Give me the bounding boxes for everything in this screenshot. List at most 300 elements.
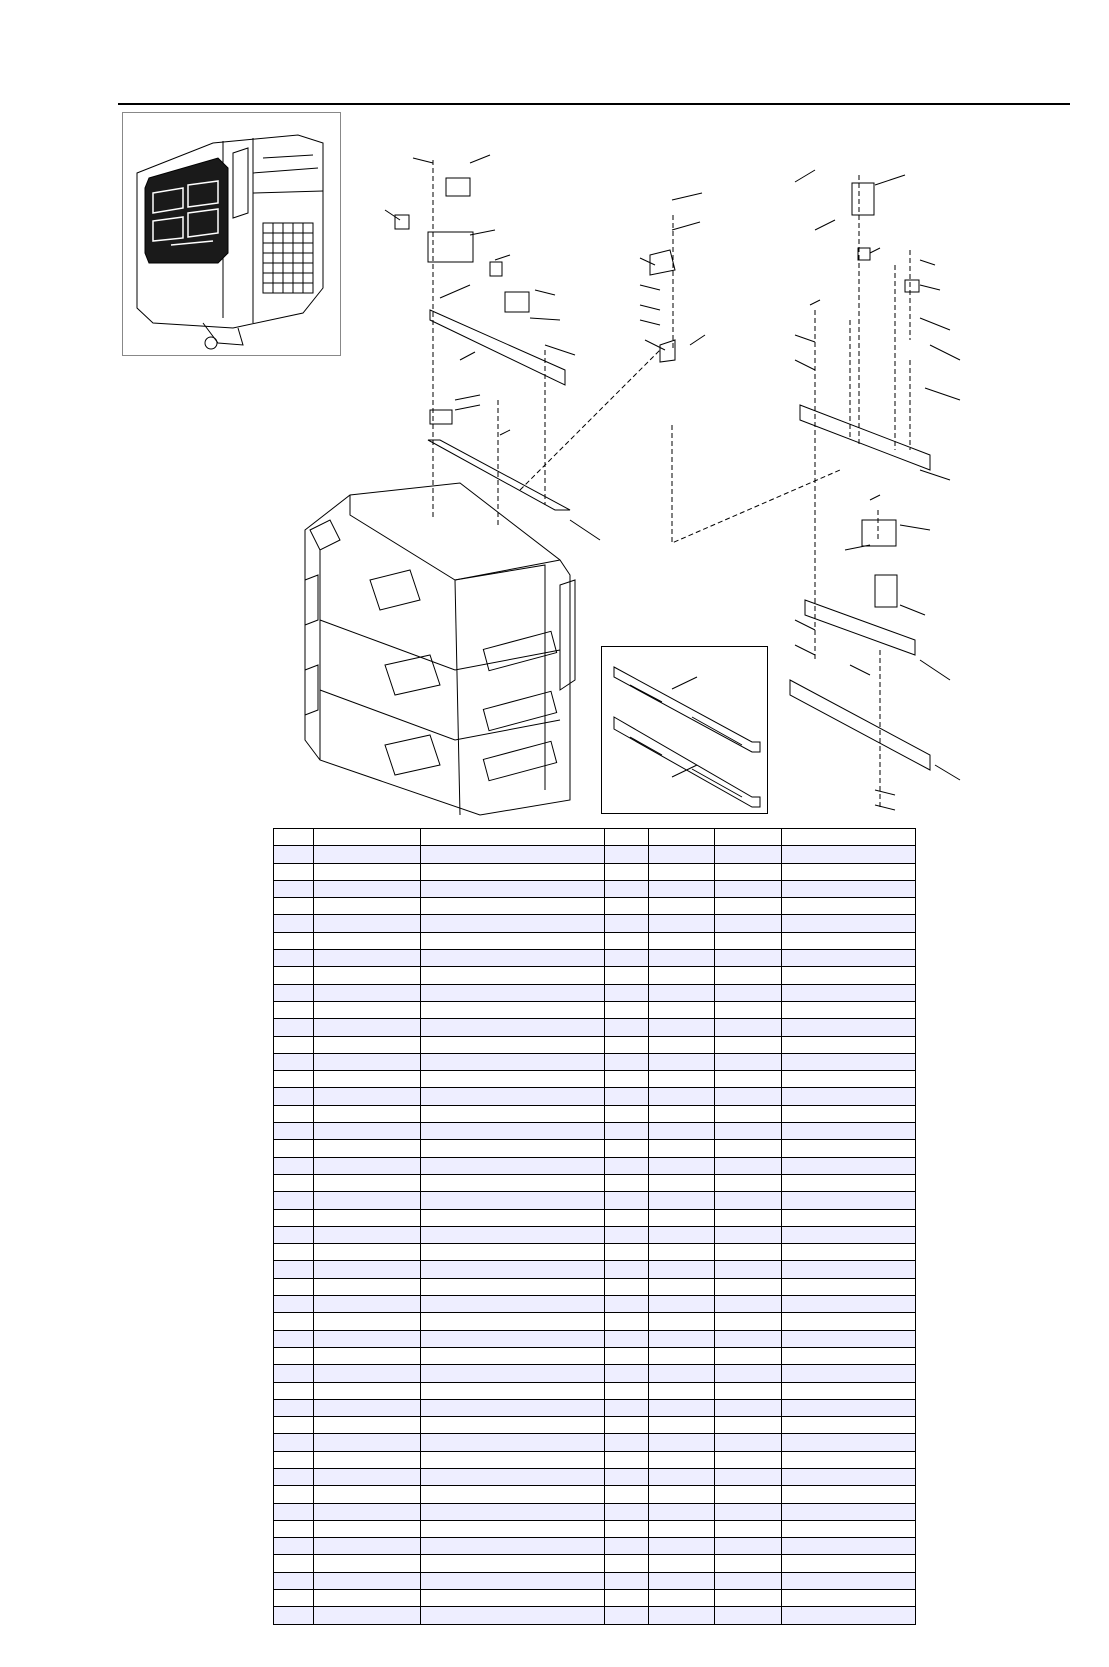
table-row (274, 1417, 916, 1434)
table-cell (649, 898, 715, 915)
table-cell (314, 1468, 421, 1485)
table-cell (715, 1296, 782, 1313)
table-cell (715, 915, 782, 932)
table-cell (421, 1313, 605, 1330)
table-cell (274, 1123, 314, 1140)
table-cell (274, 1157, 314, 1174)
table-cell (605, 984, 649, 1001)
table-cell (314, 1226, 421, 1243)
table-cell (649, 829, 715, 846)
table-cell (782, 1088, 916, 1105)
table-cell (314, 1365, 421, 1382)
table-row (274, 1607, 916, 1624)
table-cell (715, 1036, 782, 1053)
table-row (274, 1105, 916, 1122)
table-cell (715, 1607, 782, 1624)
table-cell (605, 1417, 649, 1434)
table-cell (649, 1451, 715, 1468)
table-cell (715, 1417, 782, 1434)
table-row (274, 1486, 916, 1503)
table-cell (421, 880, 605, 897)
table-cell (421, 1417, 605, 1434)
table-cell (314, 1520, 421, 1537)
table-cell (605, 1365, 649, 1382)
table-row (274, 1365, 916, 1382)
table-cell (605, 1209, 649, 1226)
table-cell (421, 1399, 605, 1416)
table-row (274, 1347, 916, 1364)
table-cell (421, 1538, 605, 1555)
table-cell (649, 984, 715, 1001)
table-row (274, 1451, 916, 1468)
table-cell (314, 1417, 421, 1434)
table-cell (715, 829, 782, 846)
table-cell (605, 1174, 649, 1191)
table-cell (649, 863, 715, 880)
table-cell (715, 1001, 782, 1018)
table-row (274, 1278, 916, 1295)
table-cell (274, 1399, 314, 1416)
table-row (274, 1503, 916, 1520)
table-cell (314, 1347, 421, 1364)
table-cell (605, 898, 649, 915)
table-cell (605, 1278, 649, 1295)
table-cell (605, 1001, 649, 1018)
table-cell (421, 1503, 605, 1520)
table-cell (649, 880, 715, 897)
table-cell (715, 1520, 782, 1537)
table-cell (649, 967, 715, 984)
table-cell (421, 1572, 605, 1589)
table-cell (314, 1296, 421, 1313)
table-cell (715, 1330, 782, 1347)
table-cell (314, 898, 421, 915)
table-cell (605, 1555, 649, 1572)
table-cell (421, 1468, 605, 1485)
table-cell (782, 1434, 916, 1451)
table-cell (274, 1538, 314, 1555)
table-cell (782, 1572, 916, 1589)
table-cell (421, 1036, 605, 1053)
table-cell (421, 1140, 605, 1157)
table-cell (314, 1088, 421, 1105)
table-cell (421, 1451, 605, 1468)
table-cell (605, 1192, 649, 1209)
table-cell (782, 1590, 916, 1607)
table-cell (314, 915, 421, 932)
table-cell (649, 1244, 715, 1261)
table-cell (605, 880, 649, 897)
table-row (274, 1313, 916, 1330)
table-cell (421, 1019, 605, 1036)
table-cell (649, 1036, 715, 1053)
table-cell (421, 1330, 605, 1347)
table-cell (649, 1313, 715, 1330)
table-cell (274, 1209, 314, 1226)
table-cell (715, 1261, 782, 1278)
table-cell (649, 1607, 715, 1624)
table-cell (421, 1278, 605, 1295)
table-cell (649, 1538, 715, 1555)
table-cell (274, 1140, 314, 1157)
table-cell (715, 984, 782, 1001)
table-row (274, 1244, 916, 1261)
table-cell (421, 1053, 605, 1070)
table-cell (715, 967, 782, 984)
table-cell (605, 1088, 649, 1105)
table-cell (715, 1019, 782, 1036)
table-cell (782, 1417, 916, 1434)
table-row (274, 1071, 916, 1088)
table-cell (421, 1157, 605, 1174)
table-row (274, 880, 916, 897)
table-cell (274, 1192, 314, 1209)
table-cell (314, 1278, 421, 1295)
table-cell (605, 967, 649, 984)
table-cell (782, 1278, 916, 1295)
table-cell (715, 1572, 782, 1589)
table-row (274, 1226, 916, 1243)
table-cell (605, 1140, 649, 1157)
table-cell (782, 1209, 916, 1226)
table-cell (782, 1399, 916, 1416)
table-cell (649, 1019, 715, 1036)
table-cell (715, 1451, 782, 1468)
table-row (274, 1001, 916, 1018)
table-cell (782, 1001, 916, 1018)
table-cell (314, 1555, 421, 1572)
table-cell (274, 1226, 314, 1243)
table-cell (782, 863, 916, 880)
table-cell (605, 932, 649, 949)
table-row (274, 1330, 916, 1347)
table-cell (314, 1157, 421, 1174)
table-cell (274, 1053, 314, 1070)
table-cell (421, 829, 605, 846)
table-cell (715, 1071, 782, 1088)
table-cell (782, 1226, 916, 1243)
table-row (274, 863, 916, 880)
table-cell (421, 1296, 605, 1313)
table-cell (715, 898, 782, 915)
table-cell (649, 1365, 715, 1382)
table-cell (715, 1123, 782, 1140)
table-cell (782, 1451, 916, 1468)
table-cell (782, 1036, 916, 1053)
table-cell (605, 1071, 649, 1088)
table-cell (782, 1244, 916, 1261)
table-row (274, 932, 916, 949)
table-cell (314, 829, 421, 846)
table-cell (605, 1053, 649, 1070)
table-cell (782, 829, 916, 846)
table-cell (274, 1244, 314, 1261)
table-cell (314, 1382, 421, 1399)
table-cell (421, 967, 605, 984)
table-cell (715, 1278, 782, 1295)
table-cell (314, 1140, 421, 1157)
table-cell (314, 1503, 421, 1520)
table-cell (715, 932, 782, 949)
table-cell (782, 1607, 916, 1624)
table-row (274, 1399, 916, 1416)
table-cell (421, 1123, 605, 1140)
table-cell (314, 1261, 421, 1278)
table-cell (649, 1347, 715, 1364)
table-cell (314, 1105, 421, 1122)
table-cell (314, 932, 421, 949)
table-cell (649, 1192, 715, 1209)
table-cell (274, 1001, 314, 1018)
table-cell (274, 1088, 314, 1105)
table-cell (649, 1001, 715, 1018)
table-cell (421, 1607, 605, 1624)
table-row (274, 1538, 916, 1555)
table-row (274, 1572, 916, 1589)
table-cell (274, 829, 314, 846)
table-row (274, 1053, 916, 1070)
table-cell (605, 1503, 649, 1520)
table-cell (782, 898, 916, 915)
table-cell (605, 950, 649, 967)
table-cell (782, 1019, 916, 1036)
table-cell (649, 1399, 715, 1416)
table-row (274, 1088, 916, 1105)
table-row (274, 1174, 916, 1191)
table-cell (605, 1330, 649, 1347)
table-cell (649, 1572, 715, 1589)
table-cell (715, 880, 782, 897)
table-row (274, 1036, 916, 1053)
table-cell (605, 1399, 649, 1416)
table-cell (274, 1503, 314, 1520)
table-cell (715, 1555, 782, 1572)
table-cell (605, 1520, 649, 1537)
table-row (274, 1520, 916, 1537)
table-cell (649, 1071, 715, 1088)
table-cell (274, 932, 314, 949)
table-cell (782, 1330, 916, 1347)
table-cell (782, 1174, 916, 1191)
rail-detail-inset (601, 646, 768, 814)
table-cell (649, 950, 715, 967)
table-row (274, 1590, 916, 1607)
table-cell (715, 1538, 782, 1555)
table-cell (421, 1382, 605, 1399)
exploded-assembly-diagram (0, 0, 1109, 830)
table-cell (421, 1226, 605, 1243)
table-cell (274, 1382, 314, 1399)
table-cell (782, 1261, 916, 1278)
table-cell (314, 880, 421, 897)
table-cell (715, 1088, 782, 1105)
table-cell (782, 984, 916, 1001)
table-cell (274, 1572, 314, 1589)
table-cell (421, 1001, 605, 1018)
table-row (274, 1296, 916, 1313)
table-cell (274, 1347, 314, 1364)
table-cell (649, 1140, 715, 1157)
table-cell (421, 915, 605, 932)
table-cell (421, 932, 605, 949)
table-cell (649, 846, 715, 863)
table-cell (649, 915, 715, 932)
table-cell (782, 967, 916, 984)
table-row (274, 846, 916, 863)
table-cell (605, 1019, 649, 1036)
table-cell (649, 1157, 715, 1174)
table-cell (649, 1590, 715, 1607)
table-row (274, 1019, 916, 1036)
table-row (274, 967, 916, 984)
table-cell (314, 1071, 421, 1088)
table-cell (274, 863, 314, 880)
table-cell (274, 1296, 314, 1313)
table-row (274, 829, 916, 846)
table-cell (605, 1244, 649, 1261)
table-cell (314, 950, 421, 967)
table-cell (649, 1417, 715, 1434)
table-cell (782, 1486, 916, 1503)
table-cell (782, 1123, 916, 1140)
table-cell (605, 1157, 649, 1174)
table-cell (715, 1486, 782, 1503)
table-cell (715, 1313, 782, 1330)
table-row (274, 1157, 916, 1174)
table-cell (421, 898, 605, 915)
table-cell (782, 880, 916, 897)
table-cell (314, 1192, 421, 1209)
table-cell (649, 1261, 715, 1278)
table-cell (274, 1278, 314, 1295)
table-cell (605, 1296, 649, 1313)
table-cell (782, 1296, 916, 1313)
table-row (274, 1123, 916, 1140)
table-cell (274, 1607, 314, 1624)
table-cell (649, 1434, 715, 1451)
table-cell (782, 846, 916, 863)
table-cell (605, 1486, 649, 1503)
table-cell (421, 1105, 605, 1122)
table-cell (421, 1088, 605, 1105)
table-row (274, 1192, 916, 1209)
table-cell (274, 1019, 314, 1036)
table-cell (605, 1468, 649, 1485)
table-cell (605, 1451, 649, 1468)
table-cell (715, 846, 782, 863)
table-cell (605, 1036, 649, 1053)
table-cell (782, 1105, 916, 1122)
table-cell (782, 1157, 916, 1174)
table-cell (649, 1209, 715, 1226)
table-cell (605, 1382, 649, 1399)
table-cell (782, 1468, 916, 1485)
table-cell (605, 1123, 649, 1140)
table-cell (421, 1520, 605, 1537)
table-cell (314, 1123, 421, 1140)
table-cell (782, 1071, 916, 1088)
table-cell (649, 1330, 715, 1347)
table-cell (314, 1451, 421, 1468)
table-cell (782, 1538, 916, 1555)
table-cell (314, 1486, 421, 1503)
table-cell (649, 1226, 715, 1243)
table-cell (782, 1503, 916, 1520)
table-cell (605, 846, 649, 863)
table-cell (782, 915, 916, 932)
table-row (274, 1209, 916, 1226)
table-cell (421, 984, 605, 1001)
table-cell (314, 967, 421, 984)
table-cell (715, 1468, 782, 1485)
table-cell (274, 1555, 314, 1572)
table-cell (274, 915, 314, 932)
table-cell (421, 1209, 605, 1226)
table-cell (314, 1330, 421, 1347)
table-cell (314, 984, 421, 1001)
table-cell (314, 1434, 421, 1451)
table-cell (782, 932, 916, 949)
table-cell (605, 1434, 649, 1451)
table-cell (715, 863, 782, 880)
table-cell (715, 1209, 782, 1226)
table-cell (649, 932, 715, 949)
table-cell (715, 950, 782, 967)
table-cell (274, 1486, 314, 1503)
table-cell (782, 1555, 916, 1572)
table-cell (715, 1347, 782, 1364)
table-cell (421, 1555, 605, 1572)
table-cell (605, 1607, 649, 1624)
table-cell (274, 846, 314, 863)
table-cell (782, 1192, 916, 1209)
table-cell (274, 1417, 314, 1434)
table-cell (605, 1313, 649, 1330)
table-cell (715, 1399, 782, 1416)
table-cell (314, 1538, 421, 1555)
table-cell (274, 950, 314, 967)
table-cell (314, 1607, 421, 1624)
table-cell (274, 1520, 314, 1537)
table-cell (605, 1226, 649, 1243)
table-cell (274, 1468, 314, 1485)
table-cell (649, 1382, 715, 1399)
table-cell (605, 1590, 649, 1607)
table-cell (649, 1468, 715, 1485)
table-cell (421, 1174, 605, 1191)
table-cell (314, 1036, 421, 1053)
table-cell (274, 1261, 314, 1278)
table-row (274, 984, 916, 1001)
table-cell (605, 863, 649, 880)
table-cell (605, 1105, 649, 1122)
table-cell (649, 1053, 715, 1070)
table-cell (649, 1296, 715, 1313)
table-cell (421, 1486, 605, 1503)
table-cell (649, 1088, 715, 1105)
table-cell (274, 1434, 314, 1451)
table-cell (605, 829, 649, 846)
table-cell (314, 1572, 421, 1589)
table-cell (314, 1399, 421, 1416)
table-row (274, 1468, 916, 1485)
table-cell (715, 1105, 782, 1122)
table-cell (649, 1174, 715, 1191)
table-cell (715, 1140, 782, 1157)
table-cell (274, 1590, 314, 1607)
table-cell (649, 1503, 715, 1520)
table-cell (421, 863, 605, 880)
